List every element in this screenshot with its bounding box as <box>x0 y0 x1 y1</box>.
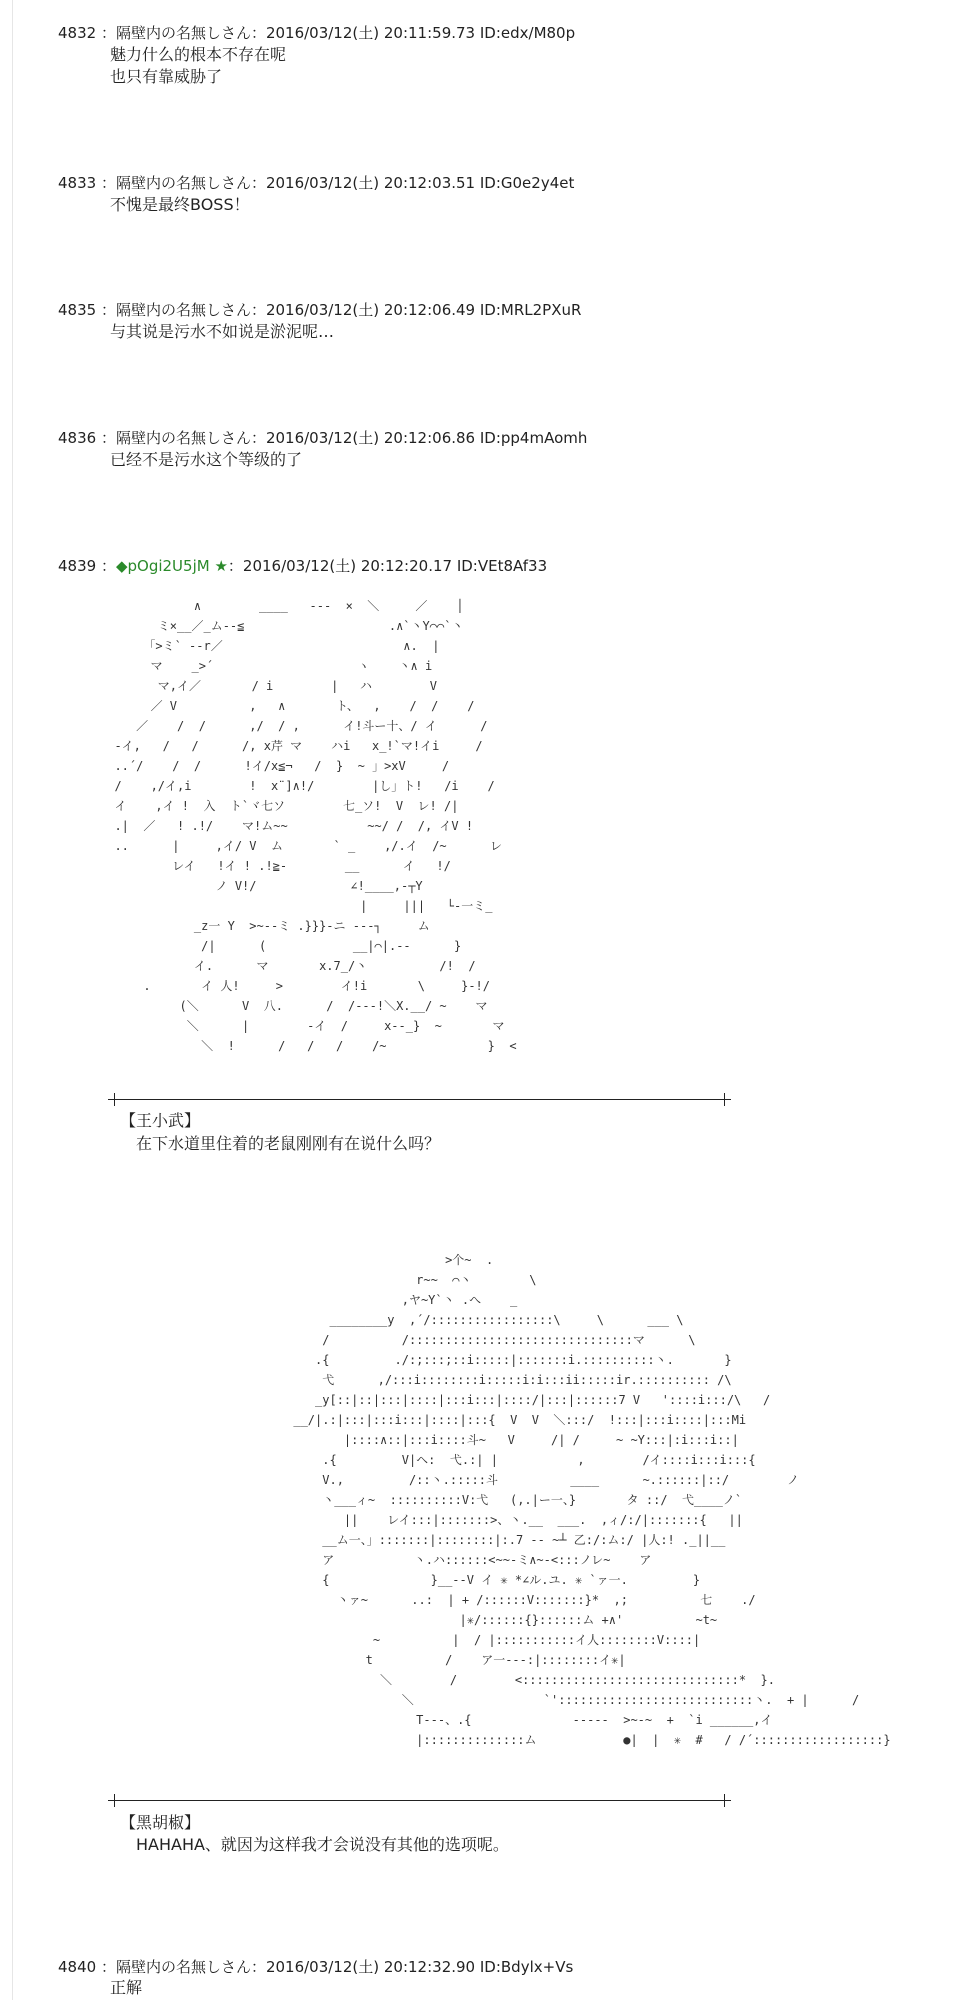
post-header: 4840 ：隔壁内の名無しさん：2016/03/12(土) 20:12:32.90 ID:Bdylx+Vs <box>58 1958 574 1976</box>
post-number: 4839 ： <box>58 557 116 575</box>
op-post-header <box>58 556 547 576</box>
post-body: 魅力什么的根本不存在呢 也只有靠威胁了 <box>110 45 287 86</box>
dialogue-line: HAHAHA、就因为这样我才会说没有其他的选项呢。 <box>136 1835 509 1854</box>
dialogue-line: 在下水道里住着的老鼠刚刚有在说什么吗？ <box>136 1134 441 1153</box>
post-header: 4833 ：隔壁内の名無しさん：2016/03/12(土) 20:12:03.51 ID:G0e2y4et <box>58 174 575 192</box>
divider-cross-left <box>108 1794 121 1807</box>
speaker-name: 【王小武】 <box>120 1111 201 1130</box>
scene-divider <box>114 1099 724 1100</box>
post-header: 4832 ：隔壁内の名無しさん：2016/03/12(土) 20:11:59.73 ID:edx/M80p <box>58 24 576 42</box>
left-margin-rule <box>12 0 13 2000</box>
ascii-art-scene-2: >个~ . r~~ ⌒丶 \ ,ヤ~Y`丶 .へ _ ________y ,´/:::::::::::::::::\ \ ___ \ / /:::::::::::::::::::::::::::::::マ \ .{ ./:;:::;::i:::::|:::::::i.::::::::::丶. } 弋 ,/:::i::::::::i:::::i:i:::ii:::::ir.:::::::::: /\ _y[::|::|:::|::::|:::i:::|::::/|:::|::::::7 V '::::i:::/\ / __/|.:|:::|:::i:::|::::|:::{ V V ＼:::/ !:::|:::i::::|:::Mi |::::∧::|:::i::::斗~ V /| / ~ ~Y:::|:i:::i::| .{ V|ヘ: 弋.:| | , /イ::::i:::i:::{ V., /::丶.:::::斗 ____ ~.::::::|::/ ノ 丶___ィ~ ::::::::::V:弋 (,.|ー一、} タ ::/ 弋____ノ` || レイ:::|:::::::>、丶.__ ___. ,ィ/:/|:::::::{ || __ム一、」:::::::|::::::::|:.7 -- ~┴ 乙:/:ム:/ |人:! ._||__ ア 丶.ハ::::::<~~-ミ∧~-<:::ノレ~ ア { }__--V イ ✳ *∠ル.ユ. ✳ `ァ一. } 丶ァ~ ..: | + /::::::V:::::::}* ,; 七 ./ |✳/::::::{}::::::ム +∧' ~t~ ~ | / |:::::::::::イ人::::::::V::::| t / ア一---:|::::::::イ✳| ＼ / <::::::::::::::::::::::::::::::* }. ＼ `':::::::::::::::::::::::::::丶. + | / T---、.{ ----- >~-~ + `i ______,イ |::::::::::::::ム ●| | ✳ # / /´::::::::::::::::::} <box>293 1253 891 1747</box>
divider-cross-left <box>108 1093 121 1106</box>
divider-cross-right <box>718 1093 731 1106</box>
post-body: 已经不是污水这个等级的了 <box>110 450 303 469</box>
post-body: 不愧是最终BOSS！ <box>110 195 250 214</box>
scene-divider <box>114 1800 724 1801</box>
tripcode: ◆pOgi2U5jM ★ <box>115 557 228 575</box>
post-header: 4836 ：隔壁内の名無しさん：2016/03/12(土) 20:12:06.86 ID:pp4mAomh <box>58 429 588 447</box>
post-info: ：2016/03/12(土) 20:12:20.17 ID:VEt8Af33 <box>227 557 548 575</box>
post-body: 与其说是污水不如说是淤泥呢… <box>110 322 335 341</box>
ascii-art-scene-1: ∧ ____ --- × ＼ ／ │ ミ×__／_ム--≦ .∧`丶Y⌒⌒`丶 「>ミ` --r／ ∧. | マ _>´ ヽ 丶∧ i マ,イ／ / i | ハ V ／ V , ∧ ト、 , / / / ／ / / ,/ / , イ!斗ー十、/ イ / -イ, / / /, x芹 マ ハi x_!`マ!イi / ..´/ / / !イ/x≦¬ / } ~ 」>xV / / ,/イ,i ! x¨]∧!/ |し」ト! /i / イ ,イ ! 入 ト`ヾ七ソ 七_ソ! V レ! /| .| ／ ! .!/ マ!ム~~ ~~/ / /, イV ! .. | ,イ/ V ム ` _ ,/.イ /~ レ レイ !イ ! .!≧- __ イ !/ ノ V!/ ∠!____,-┬Y | ||| └-一ミ_ _z一 Y >~--ミ .}}}-ニ ---┐ ム /| ( __|⌒|.-- } イ. マ x.7_/丶 /! / . イ 人! > イ!i \ }-!/ (＼ V 八. / /---!＼X.__/ ~ マ ＼ | -イ / x--_} ~ マ ＼ ! / / / /~ } < <box>114 599 517 1053</box>
post-header: 4835 ：隔壁内の名無しさん：2016/03/12(土) 20:12:06.49 ID:MRL2PXuR <box>58 301 582 319</box>
speaker-name: 【黑胡椒】 <box>120 1813 201 1832</box>
divider-cross-right <box>718 1794 731 1807</box>
post-body: 正解 <box>110 1978 143 1997</box>
